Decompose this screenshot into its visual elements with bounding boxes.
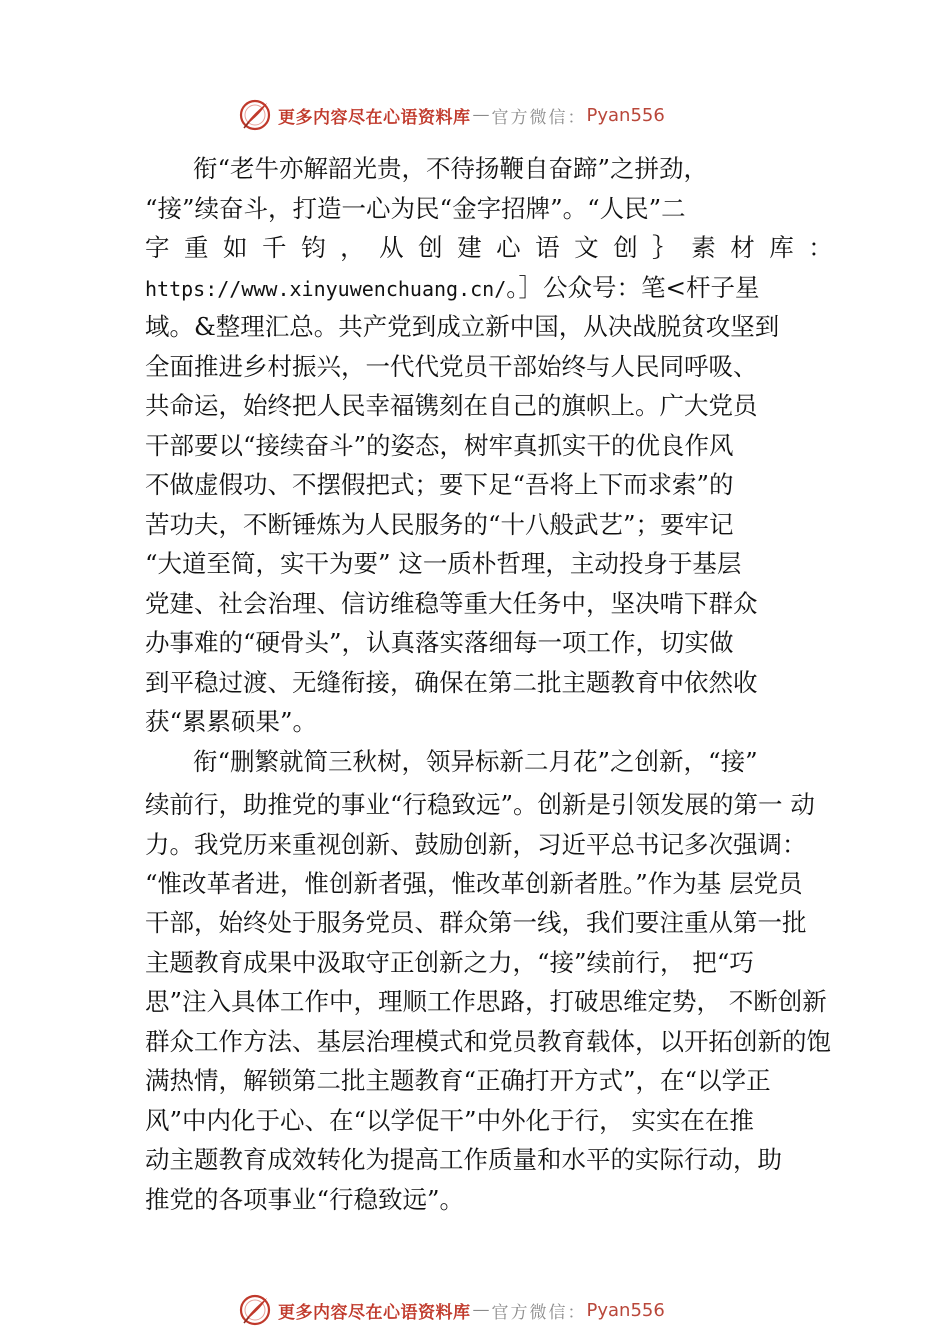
wechat-label: 官方微信： (491, 107, 587, 128)
char: 千 (262, 233, 287, 262)
text-line: 衔“老牛亦解韶光贵，不待扬鞭自奋蹄”之拼劲， (193, 154, 709, 183)
char: 重 (184, 233, 209, 262)
wechat-label: 官方微信： (491, 1302, 587, 1323)
text-line: 风”中内化于心、在“以学促干”中外化于行， 实实在在推 (145, 1106, 754, 1135)
text-line: 思”注入具体工作中，理顺工作思路，打破思维定势， 不断创新 (145, 987, 827, 1016)
char: ｝ (652, 233, 677, 262)
text-line: 获“累累硕果”。 (145, 707, 318, 736)
library-brand: 更多内容尽在心语资料库 (278, 1302, 471, 1323)
char: ， (340, 233, 365, 262)
text-line: 满热情，解锁第二批主题教育“正确打开方式”，在“以学正 (145, 1066, 771, 1095)
website-url: https://www.xinyuwenchuang.cn/ (145, 277, 507, 301)
wechat-id: Pyan556 (586, 104, 665, 126)
header-banner (238, 97, 665, 133)
text-line: 到平稳过渡、无缝衔接，确保在第二批主题教育中依然收 (145, 668, 758, 697)
text-line: 办事难的“硬骨头”，认真落实落细每一项工作，切实做 (145, 628, 734, 657)
char: 建 (457, 233, 482, 262)
text-line: 主题教育成果中汲取守正创新之力，“接”续前行， 把“巧 (145, 948, 754, 977)
text-line: 域。&整理汇总。共产党到成立新中国，从决战脱贫攻坚到 (145, 312, 780, 341)
char: 材 (730, 233, 755, 262)
char: 从 (379, 233, 404, 262)
text-line: 苦功夫，不断锤炼为人民服务的“十八般武艺”；要牢记 (145, 510, 734, 539)
char: 如 (223, 233, 248, 262)
text-line: 力。我党历来重视创新、鼓励创新，习近平总书记多次强调： (145, 830, 807, 859)
char: 创 (613, 233, 638, 262)
text-line: 共命运，始终把人民幸福镌刻在自己的旗帜上。广大党员 (145, 391, 758, 420)
footer-banner (238, 1292, 665, 1328)
text-line: 党建、社会治理、信访维稳等重大任务中，坚决啃下群众 (145, 589, 758, 618)
text-line (145, 272, 835, 305)
text-line: 群众工作方法、基层治理模式和党员教育载体，以开拓创新的饱 (145, 1027, 831, 1056)
text-line: 全面推进乡村振兴，一代代党员干部始终与人民同呼吸、 (145, 352, 758, 381)
text-line: 干部要以“接续奋斗”的姿态，树牢真抓实干的优良作风 (145, 431, 734, 460)
wechat-id: Pyan556 (586, 1299, 665, 1321)
text-line: “接”续奋斗，打造一心为民“金字招牌”。“人民”二 (145, 194, 686, 223)
char: 钧 (301, 233, 326, 262)
banner-dash: — (472, 1300, 490, 1320)
char: ： (808, 233, 833, 262)
char: 创 (418, 233, 443, 262)
text-line: 推党的各项事业“行稳致远”。 (145, 1185, 465, 1214)
library-brand: 更多内容尽在心语资料库 (278, 107, 471, 128)
quill-seal-icon (238, 98, 272, 132)
text-line: 干部，始终处于服务党员、群众第一线，我们要注重从第一批 (145, 908, 807, 937)
char: 心 (496, 233, 521, 262)
text-line: “惟改革者进，惟创新者强，惟改革创新者胜。”作为基 层党员 (145, 869, 803, 898)
banner-dash: — (472, 105, 490, 125)
quill-seal-icon (238, 1293, 272, 1327)
text-line: 不做虚假功、不摆假把式；要下足“吾将上下而求索”的 (145, 470, 734, 499)
char: 库 (769, 233, 794, 262)
text-line: 续前行，助推党的事业“行稳致远”。创新是引领发展的第一 动 (145, 790, 815, 819)
text-line-justified (145, 232, 833, 264)
text-run: 。］公众号：笔<杆子星 (506, 273, 760, 302)
text-line: 动主题教育成效转化为提高工作质量和水平的实际行动，助 (145, 1145, 782, 1174)
text-line: 衔“删繁就简三秋树，领异标新二月花”之创新，“接” (193, 747, 758, 776)
char: 素 (691, 233, 716, 262)
char: 语 (535, 233, 560, 262)
char: 文 (574, 233, 599, 262)
text-line: “大道至简，实干为要” 这一质朴哲理，主动投身于基层 (145, 549, 742, 578)
char: 字 (145, 233, 170, 262)
